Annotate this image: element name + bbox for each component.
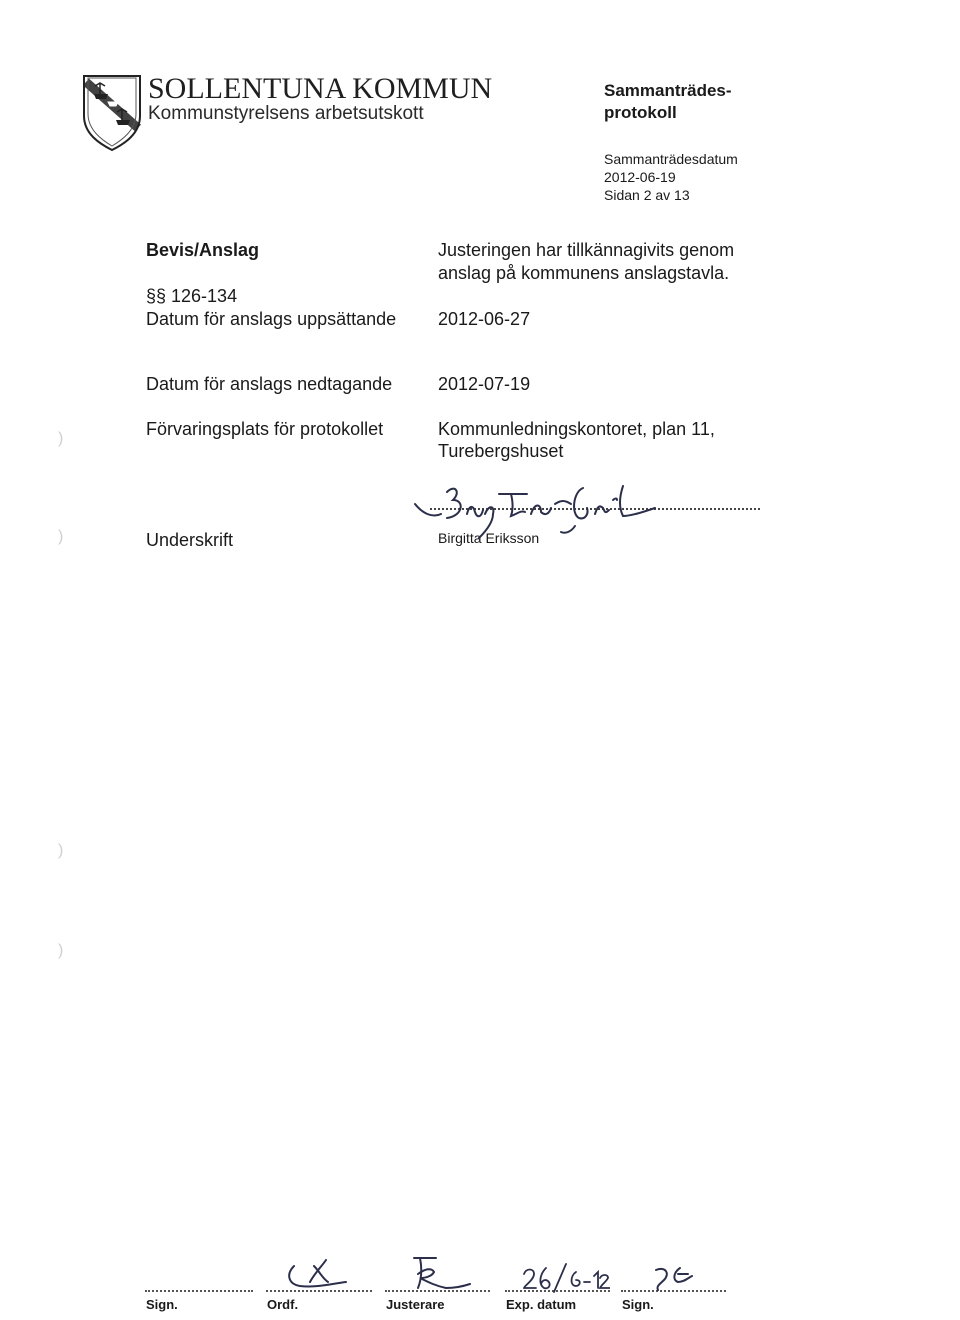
document-type (604, 80, 732, 124)
removal-date-label: Datum för anslags nedtagande (146, 374, 393, 394)
handwritten-date-icon (520, 1262, 610, 1294)
paragraph-range: §§ 126-134 (146, 286, 238, 306)
coat-of-arms-icon (80, 72, 144, 152)
footer-dispatch-date-label: Exp. datum (506, 1297, 577, 1312)
document-type-line1: Sammanträdes- (604, 81, 732, 100)
handwritten-signature-icon (395, 470, 775, 550)
sign-line-1 (145, 1290, 253, 1292)
storage-line-2: Turebergshuset (438, 441, 564, 461)
removal-date-value: 2012-07-19 (438, 374, 531, 394)
meeting-date-value: 2012-06-19 (604, 169, 676, 185)
meeting-date-label: Sammanträdesdatum (604, 151, 738, 167)
scan-artifact: ) (58, 528, 64, 545)
organization-name: SOLLENTUNA KOMMUN (148, 72, 493, 105)
section-heading: Bevis/Anslag (146, 240, 260, 260)
notice-line-1: Justeringen har tillkännagivits genom (438, 240, 735, 260)
storage-line-1: Kommunledningskontoret, plan 11, (438, 419, 715, 439)
storage-label: Förvaringsplats för protokollet (146, 419, 384, 439)
page-info: Sidan 2 av 13 (604, 187, 690, 203)
signature-label: Underskrift (146, 530, 234, 550)
adjuster-initials-icon (400, 1254, 480, 1294)
meeting-meta (604, 150, 738, 204)
footer-chair-label: Ordf. (267, 1297, 299, 1312)
notice-line-2: anslag på kommunens anslagstavla. (438, 263, 730, 283)
chair-initials-icon (280, 1252, 350, 1294)
posting-date-value: 2012-06-27 (438, 309, 531, 329)
scan-artifact: ) (58, 842, 64, 859)
scan-artifact: ) (58, 942, 64, 959)
organization-subtitle: Kommunstyrelsens arbetsutskott (148, 103, 424, 124)
signatory-name: Birgitta Eriksson (438, 530, 540, 546)
document-type-line2: protokoll (604, 103, 677, 122)
footer-sign-label: Sign. (146, 1297, 178, 1312)
sign-initials-icon (650, 1262, 710, 1292)
posting-date-label: Datum för anslags uppsättande (146, 309, 397, 329)
footer-adjuster-label: Justerare (386, 1297, 445, 1312)
scan-artifact: ) (58, 430, 64, 447)
footer-sign-label-2: Sign. (622, 1297, 654, 1312)
